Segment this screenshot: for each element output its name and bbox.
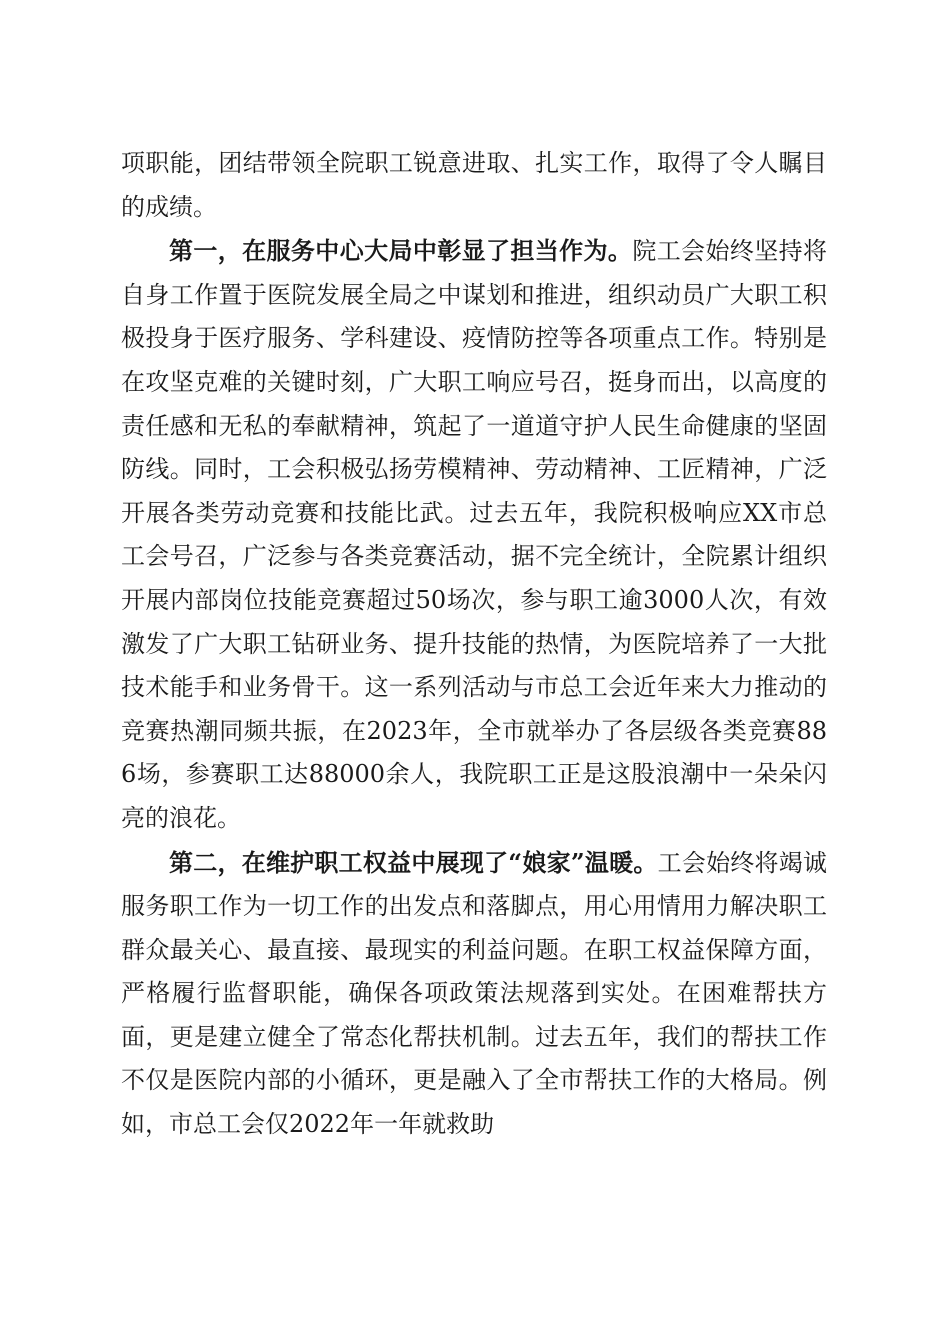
paragraph-heading: 第一，在服务中心大局中彰显了担当作为。 (169, 236, 633, 266)
body-text (121, 142, 827, 1147)
paragraph-heading: 第二，在维护职工权益中展现了“娘家”温暖。 (169, 847, 658, 877)
paragraph-first (121, 229, 827, 840)
paragraph-continuation (121, 142, 827, 229)
paragraph-text: 工会始终将竭诚服务职工作为一切工作的出发点和落脚点，用心用情用力解决职工群众最关心、最直接、最现实的利益问题。在职工权益保障方面，严格履行监督职能，确保各项政策法规落到实处。在困难帮扶方面，更是建立健全了常态化帮扶机制。过去五年，我们的帮扶工作不仅是医院内部的小循环，更是融入了全市帮扶工作的大格局。例如，市总工会仅2022年一年就救助 (121, 848, 828, 1139)
paragraph-second (121, 841, 827, 1147)
paragraph-text: 院工会始终坚持将自身工作置于医院发展全局之中谋划和推进，组织动员广大职工积极投身于医疗服务、学科建设、疫情防控等各项重点工作。特别是在攻坚克难的关键时刻，广大职工响应号召，挺身而出，以高度的责任感和无私的奉献精神，筑起了一道道守护人民生命健康的坚固防线。同时，工会积极弘扬劳模精神、劳动精神、工匠精神，广泛开展各类劳动竞赛和技能比武。过去五年，我院积极响应XX市总工会号召，广泛参与各类竞赛活动，据不完全统计，全院累计组织开展内部岗位技能竞赛超过50场次，参与职工逾3000人次，有效激发了广大职工钻研业务、提升技能的热情，为医院培养了一大批技术能手和业务骨干。这一系列活动与市总工会近年来大力推动的竞赛热潮同频共振，在2023年，全市就举办了各层级各类竞赛886场，参赛职工达88000余人，我院职工正是这股浪潮中一朵朵闪亮的浪花。 (121, 237, 828, 832)
paragraph-text: 项职能，团结带领全院职工锐意进取、扎实工作，取得了令人瞩目的成绩。 (121, 149, 827, 221)
